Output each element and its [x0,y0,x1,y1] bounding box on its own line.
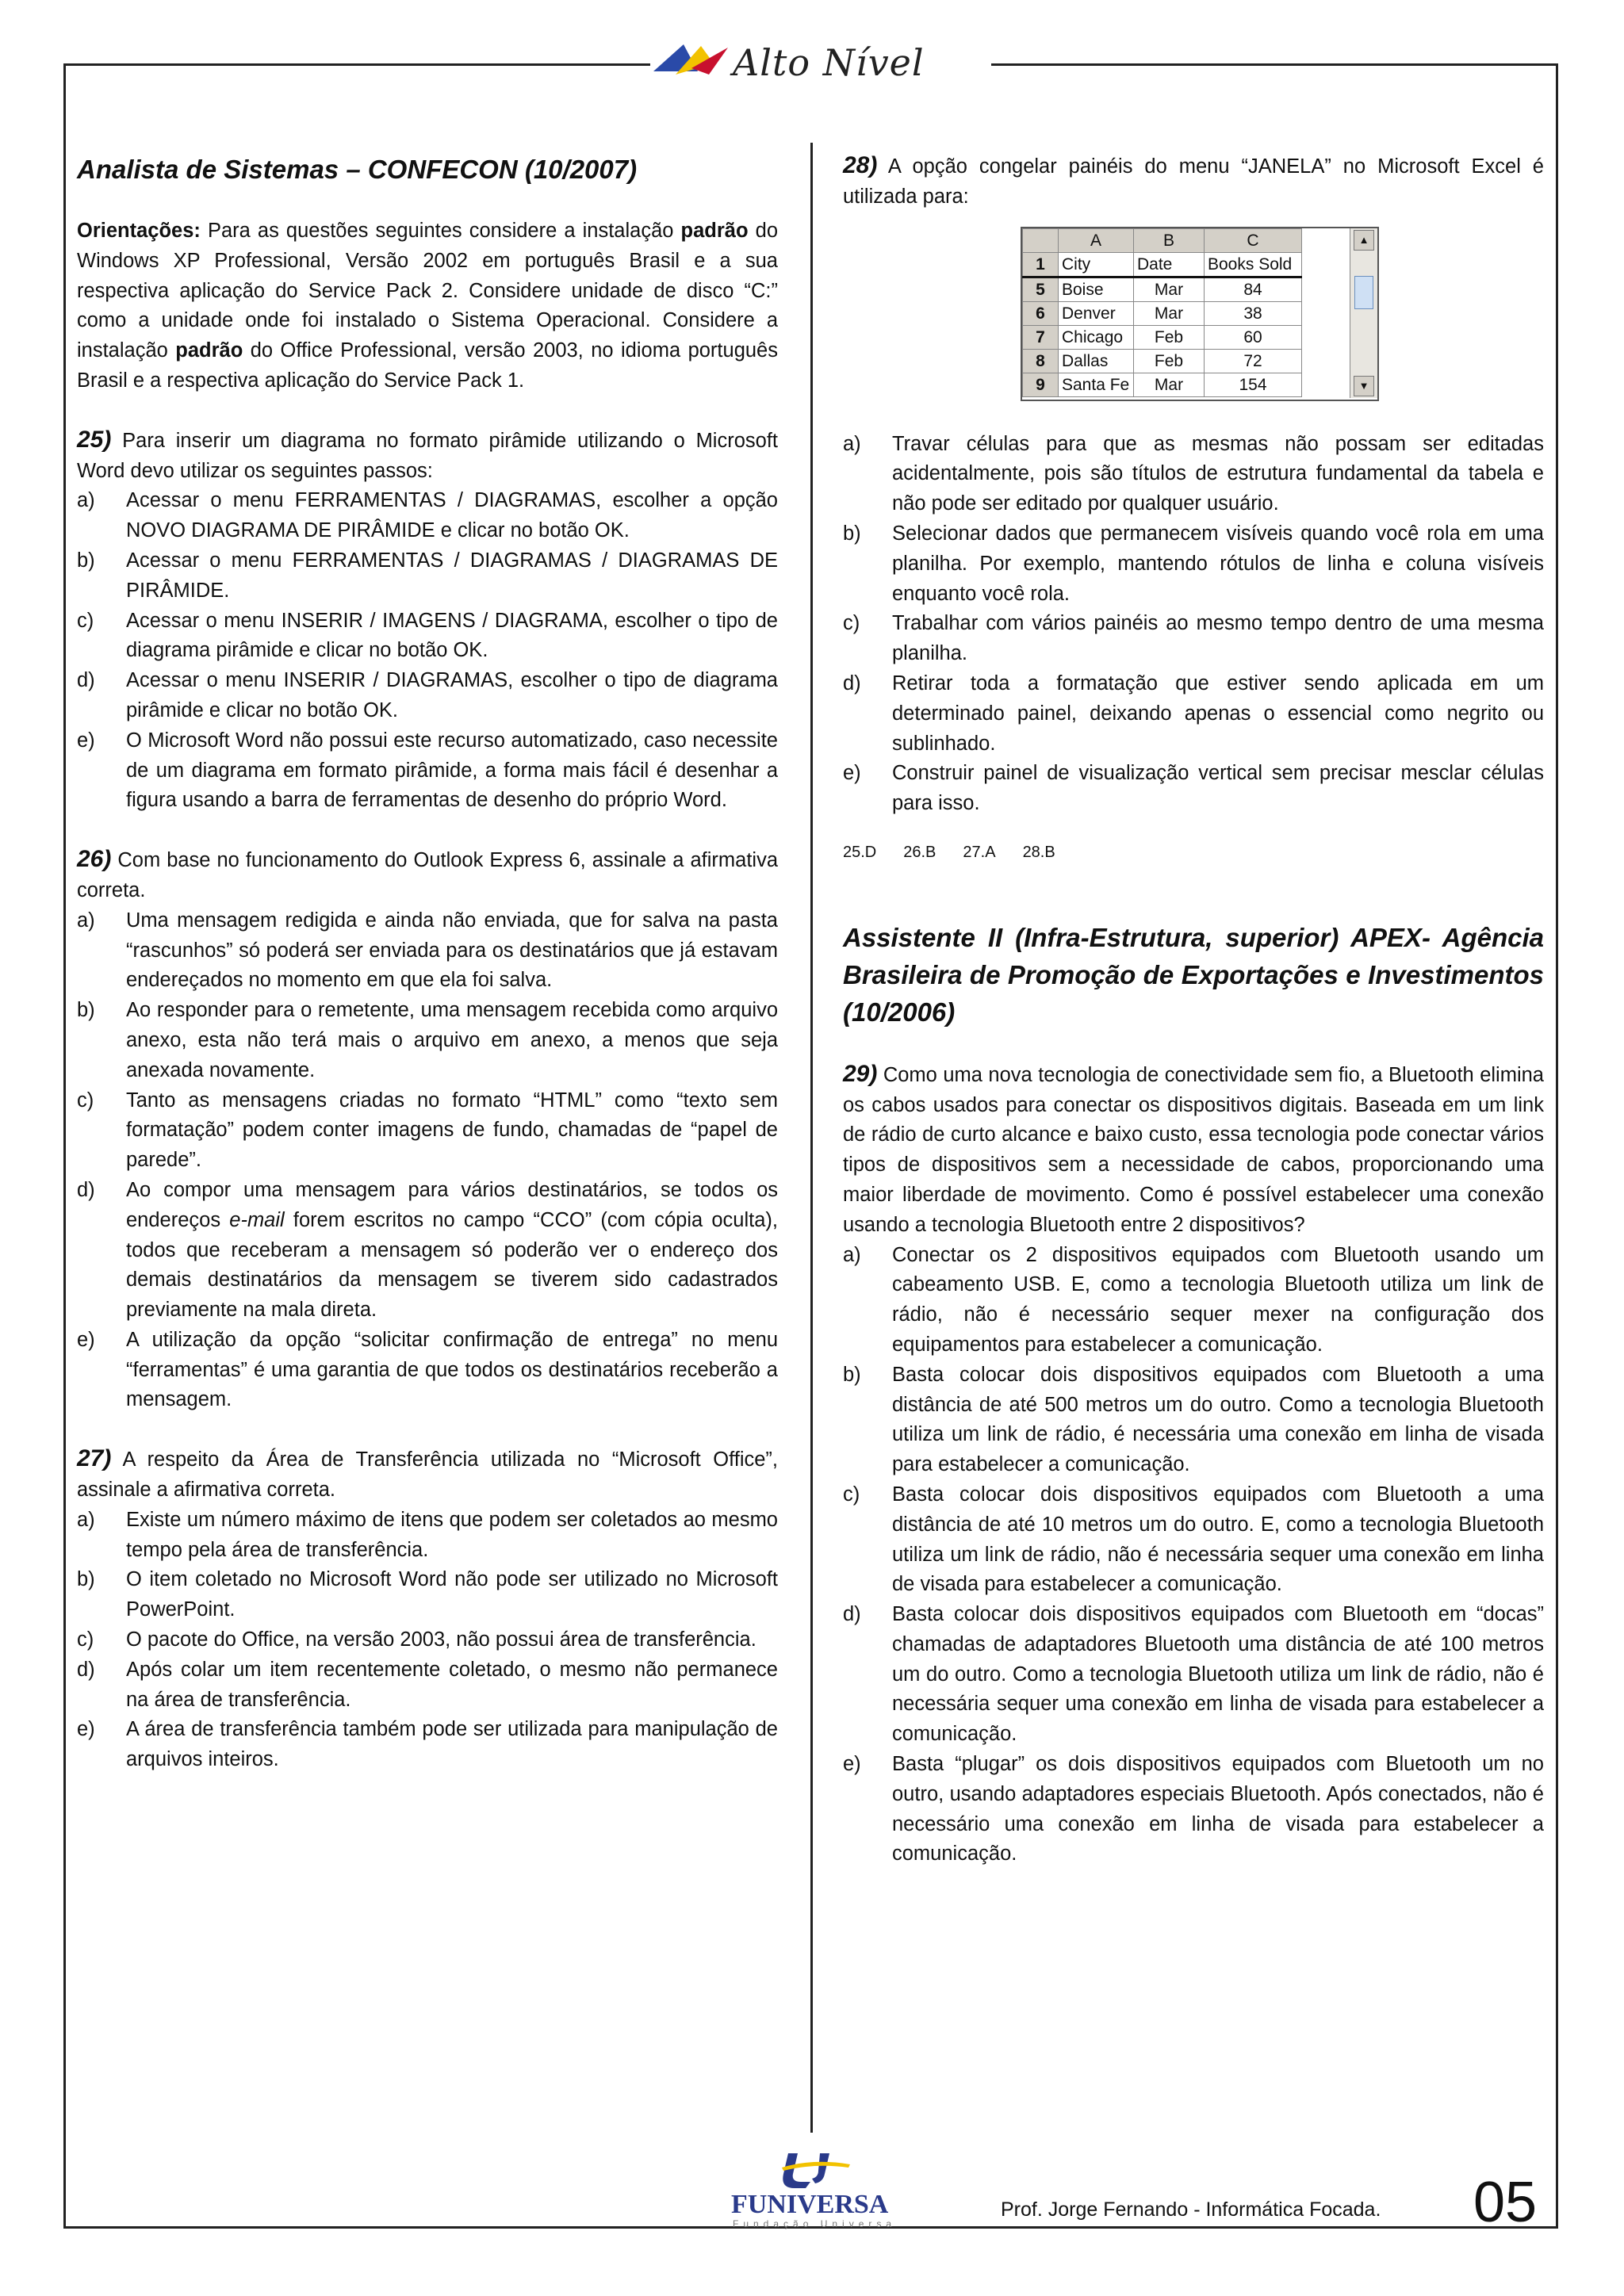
option-c: c) Acessar o menu INSERIR / IMAGENS / DIAGRAMA, escolher o tipo de diagrama pirâmide e clicar no botão OK. [77,609,778,662]
brand-logo [652,40,985,87]
spreadsheet-grid [1022,228,1302,397]
cell: Books Sold [1205,252,1302,277]
question-26 [77,844,778,1415]
question-text: Para inserir um diagrama no formato pirâmide utilizando o Microsoft Word devo utilizar os seguintes passos: [77,429,778,482]
question-number: 25) [77,426,112,453]
option-a: a) Travar células para que as mesmas não possam ser editadas acidentalmente, pois são títulos de estrutura fundamental da tabela e não pode ser editado por qualquer usuário. [843,432,1544,515]
cell: Chicago [1059,325,1134,349]
section-title-confecon: Analista de Sistemas – CONFECON (10/2007) [77,155,638,184]
cell: Boise [1059,277,1134,301]
right-column [843,151,1544,1869]
question-number: 29) [843,1060,878,1087]
scroll-down-arrow-icon: ▼ [1354,376,1374,396]
option-e: e) O Microsoft Word não possui este recurso automatizado, caso necessite de um diagrama em formato pirâmide, a forma mais fácil é desenhar a figura usando a barra de ferramentas de desenho do próprio Word. [77,729,778,812]
row-number: 9 [1023,373,1059,396]
question-text: Com base no funcionamento do Outlook Express 6, assinale a afirmativa correta. [77,849,778,901]
cell: Mar [1134,373,1205,396]
option-b: b) Ao responder para o remetente, uma mensagem recebida como arquivo anexo, esta não terá mais o arquivo em anexo, a menos que seja anexada novamente. [77,999,778,1081]
column-header: C [1205,228,1302,252]
row-number: 7 [1023,325,1059,349]
cell: Feb [1134,349,1205,373]
question-text: A opção congelar painéis do menu “JANELA” no Microsoft Excel é utilizada para: [843,155,1544,208]
option-e: e) A utilização da opção “solicitar confirmação de entrega” no menu “ferramentas” é uma garantia de que todos os destinatários receberão a mensagem. [77,1328,778,1411]
scroll-thumb [1354,276,1373,309]
option-d: d) Ao compor uma mensagem para vários destinatários, se todos os endereços e-mail forem escritos no campo “CCO” (com cópia oculta), todos que receberam a mensagem só poderão ver o endereço dos demais destinatários da mensagem se tiverem sido cadastrados previamente na mala direta. [77,1178,778,1322]
option-e: e) A área de transferência também pode ser utilizada para manipulação de arquivos inteiros. [77,1718,778,1771]
option-d: d) Basta colocar dois dispositivos equipados com Bluetooth em “docas” chamadas de adaptadores Bluetooth uma distância de até 100 metros um do outro. Como a tecnologia Bluetooth utiliza um link de rádio, não é necessária sequer uma conexão em linha de visada para estabelecer a comunicação. [843,1603,1544,1746]
option-d: d) Retirar toda a formatação que estiver sendo aplicada em um determinado painel, deixando apenas o essencial como negrito ou sublinhado. [843,672,1544,755]
option-b: b) Selecionar dados que permanecem visíveis quando você rola em uma planilha. Por exemplo, mantendo rótulos de linha e coluna visíveis enquanto você rola. [843,522,1544,605]
option-b: b) Acessar o menu FERRAMENTAS / DIAGRAMAS / DIAGRAMAS DE PIRÂMIDE. [77,549,778,602]
question-text: A respeito da Área de Transferência utilizada no “Microsoft Office”, assinale a afirmativa correta. [77,1448,778,1502]
question-27 [77,1444,778,1775]
option-b: b) Basta colocar dois dispositivos equipados com Bluetooth a uma distância de até 500 metros um do outro. Como a tecnologia Bluetooth utiliza um link de rádio, é necessária uma conexão em linha de visada para estabelecer a comunicação. [843,1363,1544,1476]
cell: Denver [1059,301,1134,325]
cell: Santa Fe [1059,373,1134,396]
brand-wing-icon [652,40,731,84]
row-number: 8 [1023,349,1059,373]
option-c: c) Tanto as mensagens criadas no formato “HTML” como “texto sem formatação” podem conter imagens de fundo, chamadas de “papel de parede”. [77,1089,778,1172]
cell: 72 [1205,349,1302,373]
option-e: e) Construir painel de visualização vertical sem precisar mesclar células para isso. [843,762,1544,815]
option-b: b) O item coletado no Microsoft Word não pode ser utilizado no Microsoft PowerPoint. [77,1568,778,1621]
vertical-scrollbar [1350,228,1377,398]
row-number: 1 [1023,252,1059,277]
cell: Mar [1134,277,1205,301]
instructions: Orientações: Para as questões seguintes considere a instalação padrão do Windows XP Professional, Versão 2002 em português Brasil e a sua respectiva aplicação do Service Pack 2. Considere unidade de disco “C:” como a unidade onde foi instalado o Sistema Operacional. Considere a instalação padrão do Office Professional, versão 2003, no idioma português Brasil e a respectiva aplicação do Service Pack 1. [77,220,779,392]
question-number: 27) [77,1445,112,1472]
cell: City [1059,252,1134,277]
page-border-left [63,63,66,2228]
section-title-apex: Assistente II (Infra-Estrutura, superior) APEX- Agência Brasileira de Promoção de Exportações e Investimentos (10/2006) [843,922,1544,1027]
question-25 [77,425,778,816]
answer-key: 25.D 26.B 27.A 28.B [843,843,1055,861]
question-number: 26) [77,846,112,873]
option-a: a) Acessar o menu FERRAMENTAS / DIAGRAMAS, escolher a opção NOVO DIAGRAMA DE PIRÂMIDE e clicar no botão OK. [77,489,778,542]
left-column [77,151,778,1775]
question-29 [843,1059,1544,1870]
option-d: d) Acessar o menu INSERIR / DIAGRAMAS, escolher o tipo de diagrama pirâmide e clicar no botão OK. [77,669,778,721]
scroll-up-arrow-icon: ▲ [1354,230,1374,251]
option-d: d) Após colar um item recentemente coletado, o mesmo não permanece na área de transferência. [77,1658,778,1711]
column-divider [810,143,813,2133]
option-c: c) O pacote do Office, na versão 2003, não possui área de transferência. [77,1628,756,1651]
option-a: a) Conectar os 2 dispositivos equipados com Bluetooth usando um cabeamento USB. E, como a tecnologia Bluetooth utiliza um link de rádio, não é necessário sequer mexer na configuração dos equipamentos para estabelecer a comunicação. [843,1243,1544,1356]
option-e: e) Basta “plugar” os dois dispositivos equipados com Bluetooth um no outro, usando adaptadores especiais Bluetooth. Após conectados, não é necessário uma conexão em linha de visada para estabelecer a comunicação. [843,1753,1544,1866]
option-c: c) Trabalhar com vários painéis ao mesmo tempo dentro de uma mesma planilha. [843,612,1544,665]
question-text: Como uma nova tecnologia de conectividade sem fio, a Bluetooth elimina os cabos usados para conectar os dispositivos digitais. Baseada em um link de rádio de curto alcance e baixo custo, essa tecnologia pode conectar vários tipos de dispositivos sem a necessidade de cabos, proporcionando uma maior liberdade de movimento. Como é possível estabelecer uma conexão usando a tecnologia Bluetooth entre 2 dispositivos? [843,1063,1544,1236]
funiversa-name: FUNIVERSA [731,2190,889,2219]
cell: Feb [1134,325,1205,349]
cell: 84 [1205,277,1302,301]
cell: 38 [1205,301,1302,325]
cell: 60 [1205,325,1302,349]
question-number: 28) [843,152,878,178]
instructions-label: Orientações: [77,220,201,242]
funiversa-subtitle: Fundação Universa [733,2218,897,2229]
page-border-right [1556,63,1558,2228]
question-28 [843,151,1544,819]
option-c: c) Basta colocar dois dispositivos equipados com Bluetooth a uma distância de até 10 metros um do outro. E, como a tecnologia Bluetooth utiliza um link de rádio, não é necessária sequer uma conexão em linha de visada para estabelecer a comunicação. [843,1483,1544,1596]
row-number: 6 [1023,301,1059,325]
excel-freeze-panes-image [1021,227,1379,401]
page-border-top-left [63,63,650,66]
funiversa-logo [723,2150,906,2229]
column-header: B [1134,228,1205,252]
cell: Date [1134,252,1205,277]
column-header: A [1059,228,1134,252]
page-number: 05 [1473,2171,1538,2234]
option-a: a) Uma mensagem redigida e ainda não enviada, que for salva na pasta “rascunhos” só poderá ser enviada para os destinatários que já estavam endereçados no momento em que ela foi salva. [77,909,778,992]
brand-name: Alto Nível [733,41,925,84]
cell: Mar [1134,301,1205,325]
funiversa-emblem-icon [774,2150,861,2191]
author-credit: Prof. Jorge Fernando - Informática Focada. [1001,2198,1381,2221]
row-number: 5 [1023,277,1059,301]
cell: Dallas [1059,349,1134,373]
option-a: a) Existe um número máximo de itens que podem ser coletados ao mesmo tempo pela área de transferência. [77,1508,778,1561]
page-border-top-right [991,63,1558,66]
cell: 154 [1205,373,1302,396]
